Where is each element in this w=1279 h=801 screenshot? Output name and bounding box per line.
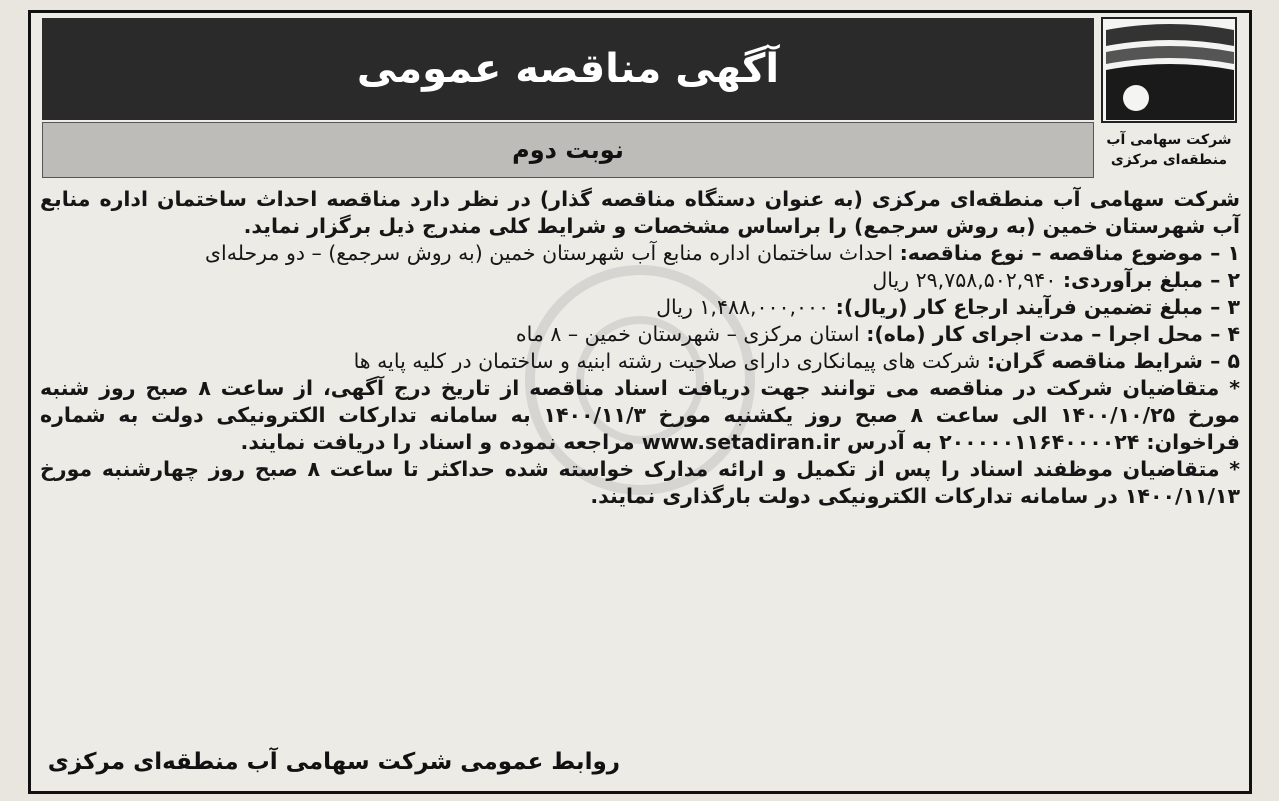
notice-intro: شرکت سهامی آب منطقه‌ای مرکزی (به عنوان دستگاه مناقصه گذار) در نظر دارد مناقصه احداث ساختمان اداره منابع آب شهرستان خمین (به روش سرجمع) را براساس مشخصات و شرایط کلی مندرج ذیل برگزار نماید.	[40, 187, 1240, 238]
item-label: ۵ – شرایط مناقصه گران:	[986, 349, 1240, 373]
notice-note-2: * متقاضیان موظفند اسناد را پس از تکمیل و ارائه مدارک خواسته شده حداکثر تا ساعت ۸ صبح روز چهارشنبه مورخ ۱۴۰۰/۱۱/۱۳ در سامانه تدارکات الکترونیکی دولت بارگذاری نمایند.	[40, 457, 1240, 508]
item-value: شرکت های پیمانکاری دارای صلاحیت رشته ابنیه و ساختمان در کلیه پایه ها	[353, 349, 987, 373]
notice-item-2	[40, 267, 1240, 294]
notice-title: آگهی مناقصه عمومی	[356, 46, 780, 92]
notice-item-3	[40, 294, 1240, 321]
notice-subtitle-bar	[42, 122, 1094, 178]
company-logo	[1100, 16, 1238, 180]
notice-title-bar	[42, 18, 1094, 120]
notice-item-1	[40, 240, 1240, 267]
notice-item-5	[40, 348, 1240, 375]
company-name-line2: منطقه‌ای مرکزی	[1110, 152, 1228, 168]
notice-note-1: * متقاضیان شرکت در مناقصه می توانند جهت دریافت اسناد مناقصه از تاریخ درج آگهی، از ساعت ۸ صبح روز شنبه مورخ ۱۴۰۰/۱۰/۲۵ الی ساعت ۸ صبح روز یکشنبه مورخ ۱۴۰۰/۱۱/۳ به سامانه تدارکات الکترونیکی دولت به شماره فراخوان: ۲۰۰۰۰۰۱۱۶۴۰۰۰۰۲۴ به آدرس www.setadiran.ir مراجعه نموده و اسناد را دریافت نمایند.	[40, 376, 1240, 454]
notice-body	[40, 186, 1240, 510]
public-relations-signature: روابط عمومی شرکت سهامی آب منطقه‌ای مرکزی	[47, 749, 620, 775]
item-value: احداث ساختمان اداره منابع آب شهرستان خمین (به روش سرجمع) – دو مرحله‌ای	[204, 241, 900, 265]
company-name-line1: شرکت سهامی آب	[1106, 132, 1232, 148]
item-value: ۲۹,۷۵۸,۵۰۲,۹۴۰ ریال	[872, 268, 1063, 292]
item-value: ۱,۴۸۸,۰۰۰,۰۰۰ ریال	[656, 295, 836, 319]
water-company-logo-icon	[1100, 16, 1238, 126]
item-label: ۱ – موضوع مناقصه – نوع مناقصه:	[899, 241, 1240, 265]
notice-item-4	[40, 321, 1240, 348]
item-value: استان مرکزی – شهرستان خمین – ۸ ماه	[515, 322, 867, 346]
item-label: ۳ – مبلغ تضمین فرآیند ارجاع کار (ریال):	[835, 295, 1240, 319]
item-label: ۴ – محل اجرا – مدت اجرای کار (ماه):	[866, 322, 1240, 346]
item-label: ۲ – مبلغ برآوردی:	[1062, 268, 1240, 292]
notice-footer	[40, 744, 1240, 780]
company-name	[1100, 130, 1238, 170]
notice-round: نوبت دوم	[512, 136, 624, 164]
